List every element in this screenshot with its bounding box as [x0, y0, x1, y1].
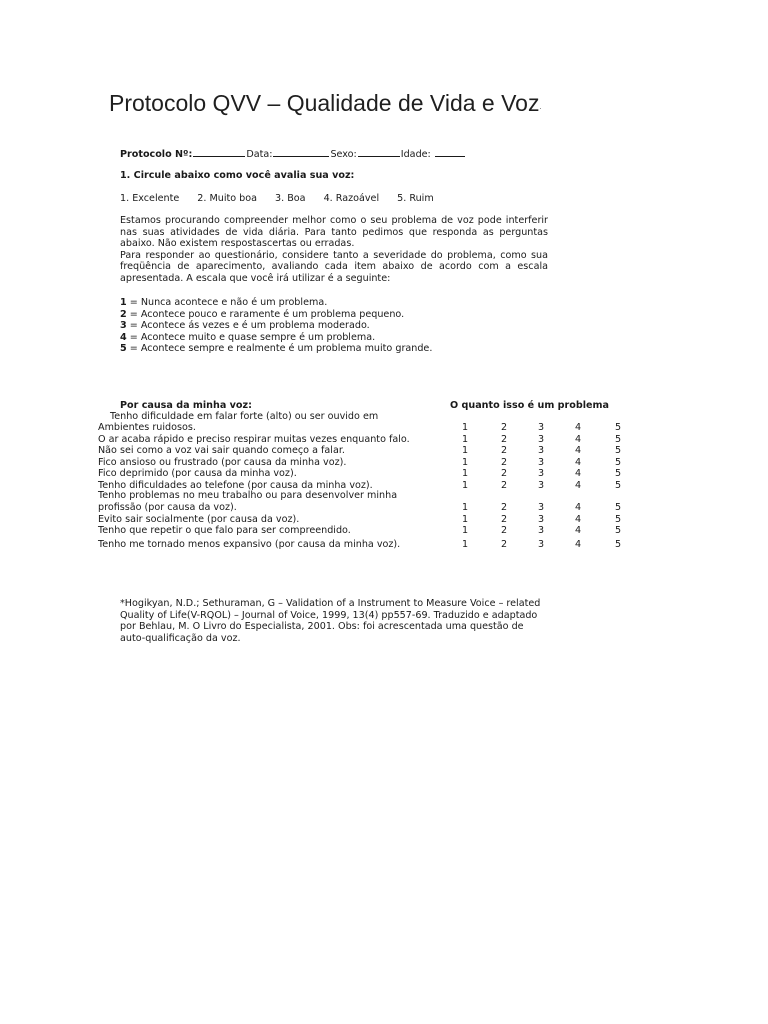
scale-option-2[interactable]: 2 — [500, 422, 508, 433]
table-row — [98, 468, 638, 480]
table-row — [98, 422, 638, 434]
sexo-field[interactable] — [358, 147, 400, 157]
scale-option-4[interactable]: 4 — [574, 445, 582, 456]
question-text: Evito sair socialmente (por causa da voz). — [98, 514, 300, 525]
table-row — [98, 525, 638, 537]
scale-option-3[interactable]: 3 — [537, 539, 545, 550]
scale-option-1[interactable]: 1 — [461, 525, 469, 536]
scale-option-1[interactable]: 1 — [461, 434, 469, 445]
scale-option-1[interactable]: 1 — [461, 514, 469, 525]
scale-option-3[interactable]: 3 — [537, 457, 545, 468]
instructions — [120, 215, 548, 285]
scale-option-1[interactable]: 1 — [461, 445, 469, 456]
scale-option-2[interactable]: 2 — [500, 457, 508, 468]
scale-option-4[interactable]: 4 — [574, 457, 582, 468]
option-boa[interactable]: 3. Boa — [275, 193, 306, 204]
scale-option-3[interactable]: 3 — [537, 502, 545, 513]
scale-option-1[interactable]: 1 — [461, 468, 469, 479]
table-row — [98, 502, 638, 514]
voice-rating-options — [120, 193, 452, 205]
question-text: Tenho me tornado menos expansivo (por causa da minha voz). — [98, 539, 401, 550]
scale-option-5[interactable]: 5 — [614, 502, 622, 513]
scale-option-1[interactable]: 1 — [461, 539, 469, 550]
question-text: profissão (por causa da voz). — [98, 502, 237, 513]
idade-label: Idade: — [400, 149, 431, 160]
sexo-label: Sexo: — [330, 149, 357, 160]
scale-option-5[interactable]: 5 — [614, 468, 622, 479]
question-text: Não sei como a voz vai sair quando começo a falar. — [98, 445, 345, 456]
scale-option-5[interactable]: 5 — [614, 480, 622, 491]
scale-option-5[interactable]: 5 — [614, 422, 622, 433]
scale-option-5[interactable]: 5 — [614, 445, 622, 456]
scale-option-4[interactable]: 4 — [574, 434, 582, 445]
footnote: *Hogikyan, N.D.; Sethuraman, G – Validation of a Instrument to Measure Voice – related Quality of Life(V-RQOL) – Journal of Voice, 1999, 13(4) pp557-69. Traduzido e adaptado por Behlau, M. O Livro do Especialista, 2001. Obs: foi acrescentada uma questão de auto-qualificação da voz. — [120, 598, 541, 644]
scale-option-4[interactable]: 4 — [574, 480, 582, 491]
table-row — [98, 480, 638, 492]
scale-option-3[interactable]: 3 — [537, 514, 545, 525]
scale-option-1[interactable]: 1 — [461, 422, 469, 433]
table-row — [98, 445, 638, 457]
scale-option-2[interactable]: 2 — [500, 514, 508, 525]
scale-legend — [120, 297, 550, 355]
scale-option-4[interactable]: 4 — [574, 525, 582, 536]
table-header-scale: O quanto isso é um problema — [450, 400, 609, 411]
question-text: Tenho que repetir o que falo para ser compreendido. — [98, 525, 351, 536]
protocolo-label: Protocolo Nº: — [120, 149, 193, 160]
scale-option-4[interactable]: 4 — [574, 514, 582, 525]
scale-option-1[interactable]: 1 — [461, 457, 469, 468]
idade-field[interactable] — [435, 147, 465, 157]
scale-item: 4 = Acontece muito e quase sempre é um problema. — [120, 331, 376, 343]
scale-option-5[interactable]: 5 — [614, 457, 622, 468]
scale-item: 5 = Acontece sempre e realmente é um problema muito grande. — [120, 343, 433, 355]
scale-option-5[interactable]: 5 — [614, 539, 622, 550]
scale-option-1[interactable]: 1 — [461, 502, 469, 513]
header-fields — [120, 147, 466, 161]
scale-option-3[interactable]: 3 — [537, 525, 545, 536]
scale-option-4[interactable]: 4 — [574, 502, 582, 513]
scale-option-2[interactable]: 2 — [500, 445, 508, 456]
option-muito-boa[interactable]: 2. Muito boa — [197, 193, 258, 204]
page-title: Protocolo QVV – Qualidade de Vida e Voz. — [109, 90, 542, 116]
question-text: Fico ansioso ou frustrado (por causa da minha voz). — [98, 457, 347, 468]
data-field[interactable] — [273, 147, 329, 157]
scale-option-3[interactable]: 3 — [537, 434, 545, 445]
scale-option-4[interactable]: 4 — [574, 468, 582, 479]
option-ruim[interactable]: 5. Ruim — [397, 193, 434, 204]
scale-option-5[interactable]: 5 — [614, 434, 622, 445]
scale-option-5[interactable]: 5 — [614, 525, 622, 536]
title-mark: . — [539, 104, 542, 111]
question-text: Tenho dificuldades ao telefone (por causa da minha voz). — [98, 480, 373, 491]
question-1: 1. Circule abaixo como você avalia sua voz: — [120, 170, 355, 181]
scale-option-4[interactable]: 4 — [574, 539, 582, 550]
scale-option-2[interactable]: 2 — [500, 480, 508, 491]
scale-option-3[interactable]: 3 — [537, 480, 545, 491]
scale-option-3[interactable]: 3 — [537, 422, 545, 433]
scale-option-3[interactable]: 3 — [537, 445, 545, 456]
scale-option-3[interactable]: 3 — [537, 468, 545, 479]
scale-option-2[interactable]: 2 — [500, 434, 508, 445]
scale-option-2[interactable]: 2 — [500, 525, 508, 536]
question-text: Ambientes ruidosos. — [98, 422, 196, 433]
scale-item: 1 = Nunca acontece e não é um problema. — [120, 297, 328, 308]
item-1-line-1: Tenho dificuldade em falar forte (alto) ou ser ouvido em — [110, 411, 379, 422]
option-excelente[interactable]: 1. Excelente — [120, 193, 180, 204]
table-row — [98, 539, 638, 551]
scale-option-2[interactable]: 2 — [500, 468, 508, 479]
scale-option-2[interactable]: 2 — [500, 539, 508, 550]
instructions-paragraph-1: Estamos procurando compreender melhor como o seu problema de voz pode interferir nas suas atividades de vida diária. Para tanto pedimos que responda as perguntas abaixo. Não existem respostascertas ou erradas. — [120, 215, 548, 250]
question-text: Fico deprimido (por causa da minha voz). — [98, 468, 297, 479]
option-razoavel[interactable]: 4. Razoável — [323, 193, 380, 204]
item-7-line-1: Tenho problemas no meu trabalho ou para desenvolver minha — [98, 490, 398, 501]
scale-option-5[interactable]: 5 — [614, 514, 622, 525]
question-text: O ar acaba rápido e preciso respirar muitas vezes enquanto falo. — [98, 434, 410, 445]
data-label: Data: — [246, 149, 273, 160]
instructions-paragraph-2: Para responder ao questionário, considere tanto a severidade do problema, como sua freqüência de aparecimento, avaliando cada item abaixo de acordo com a escala apresentada. A escala que você irá utilizar é a seguinte: — [120, 249, 548, 284]
scale-item: 3 = Acontece ás vezes e é um problema moderado. — [120, 320, 370, 332]
table-header-question: Por causa da minha voz: — [120, 400, 252, 411]
scale-item: 2 = Acontece pouco e raramente é um problema pequeno. — [120, 308, 405, 320]
protocolo-field[interactable] — [193, 147, 245, 157]
scale-option-1[interactable]: 1 — [461, 480, 469, 491]
scale-option-2[interactable]: 2 — [500, 502, 508, 513]
scale-option-4[interactable]: 4 — [574, 422, 582, 433]
